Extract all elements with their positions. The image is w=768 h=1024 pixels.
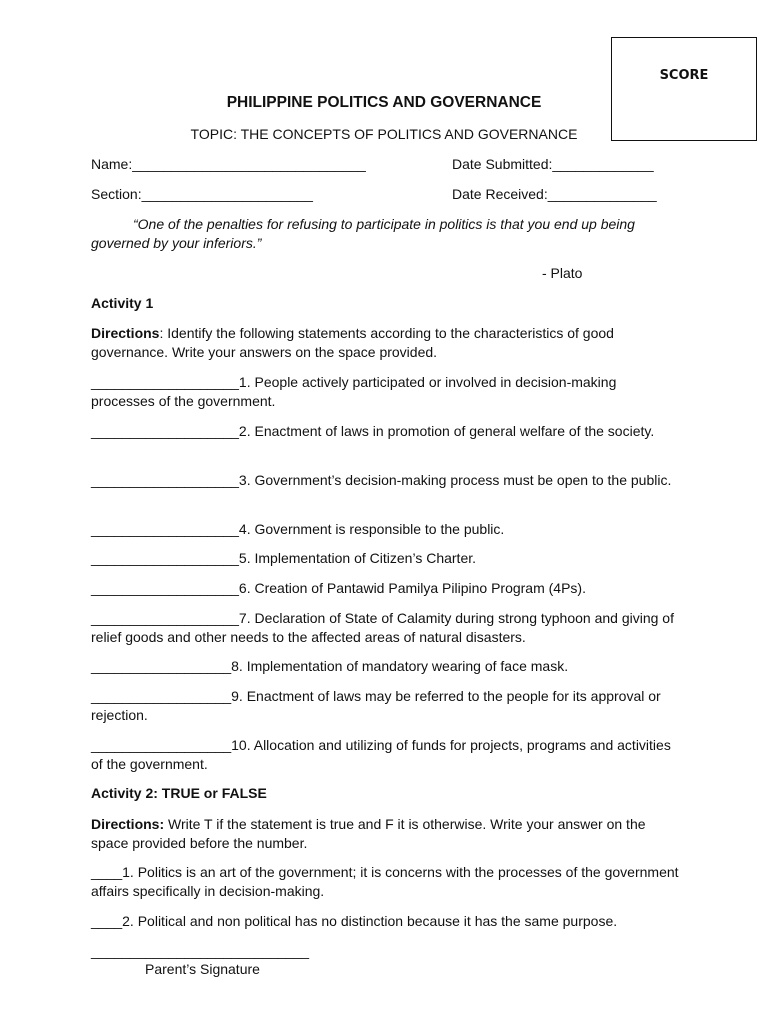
quote-author: - Plato [542, 265, 583, 281]
activity1-item-9[interactable]: __________________9. Enactment of laws may be referred to the people for its approval or rejection. [91, 688, 661, 723]
activity1-directions: Directions: Identify the following statements according to the characteristics of good governance. Write your answers on the space provided. [91, 325, 614, 360]
plato-quote: “One of the penalties for refusing to participate in politics is that you end up being governed by your inferiors.” [91, 216, 635, 251]
activity2-item-2[interactable]: ____2. Political and non political has no distinction because it has the same purpose. [91, 913, 618, 929]
topic-line: TOPIC: THE CONCEPTS OF POLITICS AND GOVERNANCE [190, 126, 578, 142]
activity2-heading: Activity 2: TRUE or FALSE [91, 785, 267, 801]
name-field[interactable]: Name:______________________________ [91, 156, 366, 172]
activity1-item-5[interactable]: ___________________5. Implementation of Citizen’s Charter. [91, 550, 477, 566]
activity1-heading: Activity 1 [91, 295, 154, 311]
section-field[interactable]: Section:______________________ [91, 186, 313, 202]
activity1-item-1[interactable]: ___________________1. People actively participated or involved in decision-making processes of the government. [91, 374, 617, 409]
activity1-item-4[interactable]: ___________________4. Government is responsible to the public. [91, 521, 505, 537]
activity1-item-8[interactable]: __________________8. Implementation of mandatory wearing of face mask. [91, 658, 569, 674]
activity1-item-10[interactable]: __________________10. Allocation and utilizing of funds for projects, programs and activities of the government. [91, 737, 671, 772]
signature-label: Parent’s Signature [145, 961, 260, 977]
score-label: SCORE [659, 68, 709, 83]
page-title: PHILIPPINE POLITICS AND GOVERNANCE [226, 94, 542, 111]
activity1-item-3[interactable]: ___________________3. Government’s decision-making process must be open to the public. [91, 472, 672, 488]
activity2-directions: Directions: Write T if the statement is true and F it is otherwise. Write your answer on the space provided before the number. [91, 816, 646, 851]
signature-line[interactable]: ____________________________ [91, 943, 310, 959]
activity2-item-1[interactable]: ____1. Politics is an art of the government; it is concerns with the processes of the government affairs specifically in decision-making. [91, 864, 679, 899]
date-submitted-field[interactable]: Date Submitted:_____________ [452, 156, 654, 172]
activity1-item-7[interactable]: ___________________7. Declaration of State of Calamity during strong typhoon and giving of relief goods and other needs to the affected areas of natural disasters. [91, 610, 674, 645]
activity1-item-6[interactable]: ___________________6. Creation of Pantawid Pamilya Pilipino Program (4Ps). [91, 580, 586, 596]
date-received-field[interactable]: Date Received:______________ [452, 186, 657, 202]
activity1-item-2[interactable]: ___________________2. Enactment of laws in promotion of general welfare of the society. [91, 423, 655, 439]
